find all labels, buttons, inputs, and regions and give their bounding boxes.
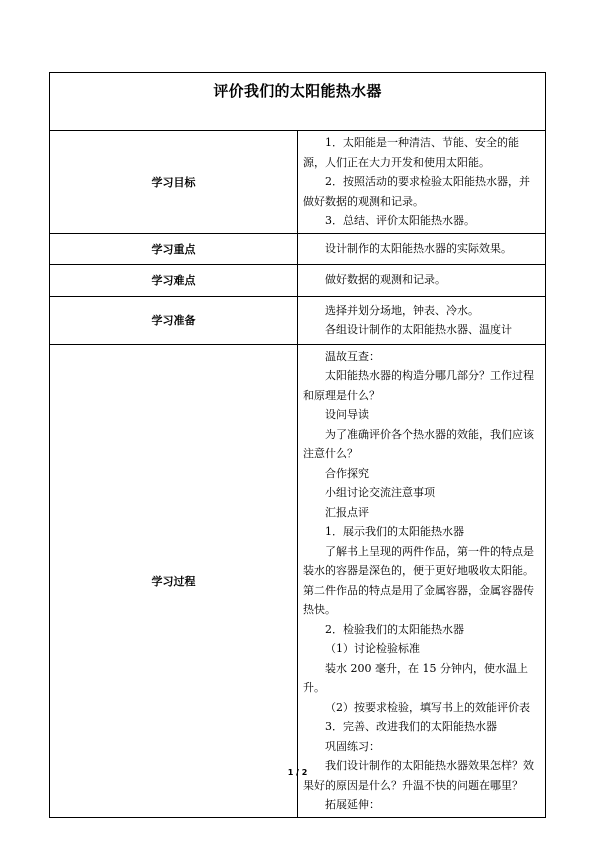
- label-process: 学习过程: [50, 344, 298, 817]
- prep-1: 选择并划分场地，钟表、冷水。: [325, 303, 479, 317]
- content-prep: [298, 296, 546, 344]
- process-line-7: 汇报点评: [325, 505, 369, 519]
- row-prep: [50, 296, 546, 344]
- process-line-4: 为了准确评价各个热水器的效能，我们应该注意什么？: [303, 427, 534, 460]
- row-difficulty: [50, 264, 546, 296]
- content-key: [298, 233, 546, 264]
- process-line-6: 小组讨论交流注意事项: [325, 486, 435, 499]
- process-line-17: 拓展延伸：: [325, 798, 380, 811]
- title-cell: [50, 73, 546, 131]
- label-prep: 学习准备: [50, 296, 298, 344]
- process-line-13: （2）按要求检验，填写书上的效能评价表: [325, 700, 530, 714]
- process-line-16: 我们设计制作的太阳能热水器效果怎样？效果好的原因是什么？升温不快的问题在哪里？: [303, 759, 534, 792]
- goal-1: 1．太阳能是一种清洁、节能、安全的能源，人们正在大力开发和使用太阳能。: [303, 136, 519, 169]
- process-line-2: 太阳能热水器的构造分哪几部分？工作过程和原理是什么？: [303, 369, 534, 402]
- process-line-14: 3．完善、改进我们的太阳能热水器: [325, 720, 497, 733]
- process-line-8: 1．展示我们的太阳能热水器: [325, 525, 464, 538]
- content-difficulty: [298, 264, 546, 296]
- label-key: 学习重点: [50, 233, 298, 264]
- process-line-3: 设问导读: [325, 408, 369, 421]
- page-title: 评价我们的太阳能热水器: [213, 82, 382, 100]
- lesson-plan-table: [49, 72, 546, 818]
- process-line-1: 温故互查：: [325, 349, 380, 363]
- label-difficulty: 学习难点: [50, 264, 298, 296]
- goal-3: 3．总结、评价太阳能热水器。: [325, 214, 475, 227]
- page-number: 1 / 2: [287, 768, 308, 777]
- title-row: [50, 73, 546, 131]
- row-key: [50, 233, 546, 264]
- difficulty-point: 做好数据的观测和记录。: [325, 273, 446, 287]
- process-line-15: 巩固练习：: [325, 739, 380, 753]
- label-goals: 学习目标: [50, 131, 298, 234]
- key-point: 设计制作的太阳能热水器的实际效果。: [325, 241, 512, 255]
- content-process: [298, 344, 546, 817]
- goal-2: 2．按照活动的要求检验太阳能热水器，并做好数据的观测和记录。: [303, 175, 530, 208]
- process-line-5: 合作探究: [325, 466, 369, 480]
- process-line-10: 2．检验我们的太阳能热水器: [325, 622, 464, 636]
- row-process: [50, 344, 546, 817]
- process-line-11: （1）讨论检验标准: [325, 642, 420, 655]
- prep-2: 各组设计制作的太阳能热水器、温度计: [325, 323, 512, 336]
- content-goals: [298, 131, 546, 234]
- row-goals: [50, 131, 546, 234]
- process-line-9: 了解书上呈现的两件作品，第一件的特点是装水的容器是深色的，便于更好地吸收太阳能。第二件作品的特点是用了金属容器，金属容器传热快。: [303, 544, 534, 616]
- process-line-12: 装水 200 毫升，在 15 分钟内，使水温上升。: [303, 661, 528, 694]
